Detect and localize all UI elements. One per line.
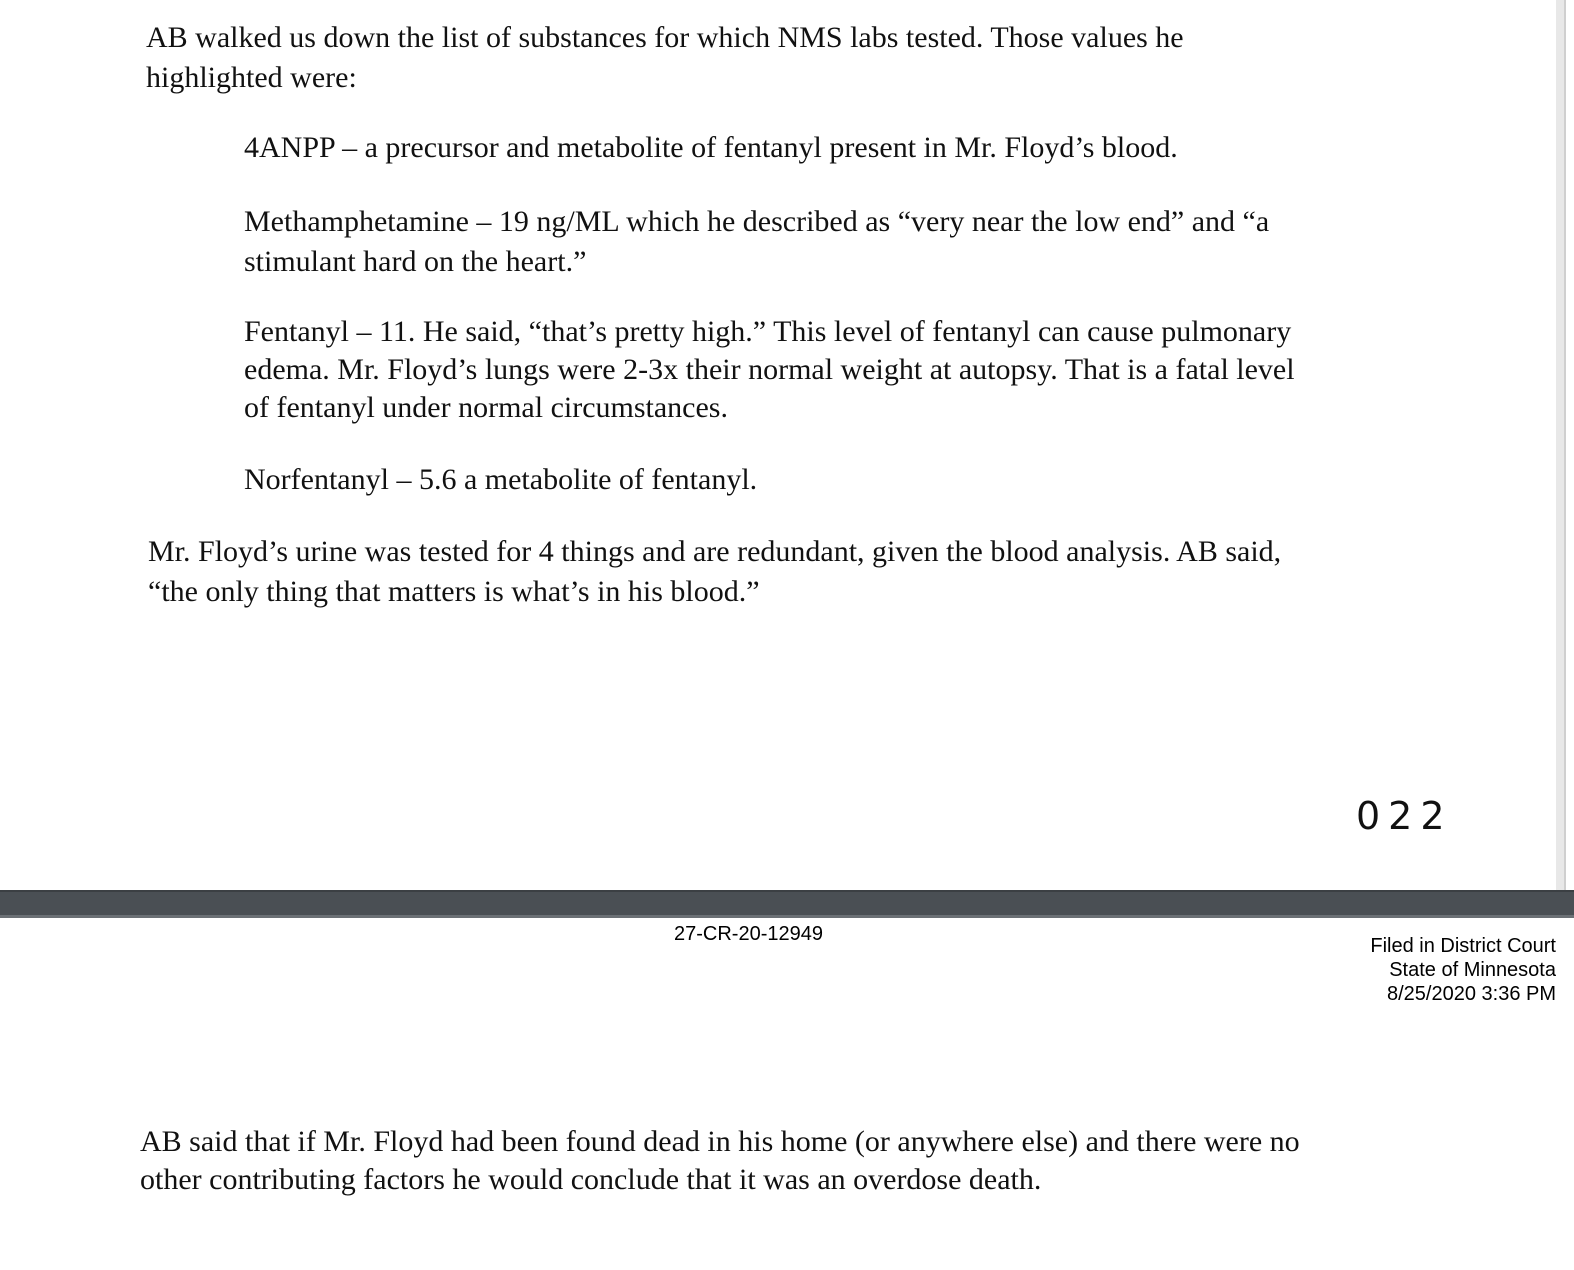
urine-line-1: Mr. Floyd’s urine was tested for 4 things and are redundant, given the blood analysis. AB said, xyxy=(148,535,1282,568)
urine-line-2: “the only thing that matters is what’s in his blood.” xyxy=(148,575,760,608)
conclusion-line-1: AB said that if Mr. Floyd had been found dead in his home (or anywhere else) and there were no xyxy=(140,1125,1300,1158)
intro-line-2: highlighted were: xyxy=(146,61,357,94)
page-edge-shadow xyxy=(1556,0,1564,890)
filing-stamp-line-3: 8/25/2020 3:36 PM xyxy=(1386,983,1556,1005)
item-fentanyl-line-1: Fentanyl – 11. He said, “that’s pretty high.” This level of fentanyl can cause pulmonary xyxy=(244,315,1292,348)
filing-stamp-line-2: State of Minnesota xyxy=(1389,959,1556,981)
conclusion-line-2: other contributing factors he would conclude that it was an overdose death. xyxy=(140,1163,1042,1196)
case-number: 27-CR-20-12949 xyxy=(674,923,823,945)
item-norfentanyl: Norfentanyl – 5.6 a metabolite of fentanyl. xyxy=(244,463,758,496)
item-4anpp: 4ANPP – a precursor and metabolite of fentanyl present in Mr. Floyd’s blood. xyxy=(244,131,1178,164)
page-separator xyxy=(0,890,1574,918)
filing-stamp-line-1: Filed in District Court xyxy=(1370,935,1556,957)
page-number: 022 xyxy=(1356,794,1453,838)
item-fentanyl-line-2: edema. Mr. Floyd’s lungs were 2-3x their normal weight at autopsy. That is a fatal level xyxy=(244,353,1295,386)
document-page-lower xyxy=(0,918,1574,1270)
item-fentanyl-line-3: of fentanyl under normal circumstances. xyxy=(244,391,728,424)
intro-line-1: AB walked us down the list of substances for which NMS labs tested. Those values he xyxy=(146,21,1184,54)
item-methamphetamine-line-2: stimulant hard on the heart.” xyxy=(244,245,587,278)
item-methamphetamine-line-1: Methamphetamine – 19 ng/ML which he described as “very near the low end” and “a xyxy=(244,205,1270,238)
filing-stamp xyxy=(1370,934,1556,1006)
